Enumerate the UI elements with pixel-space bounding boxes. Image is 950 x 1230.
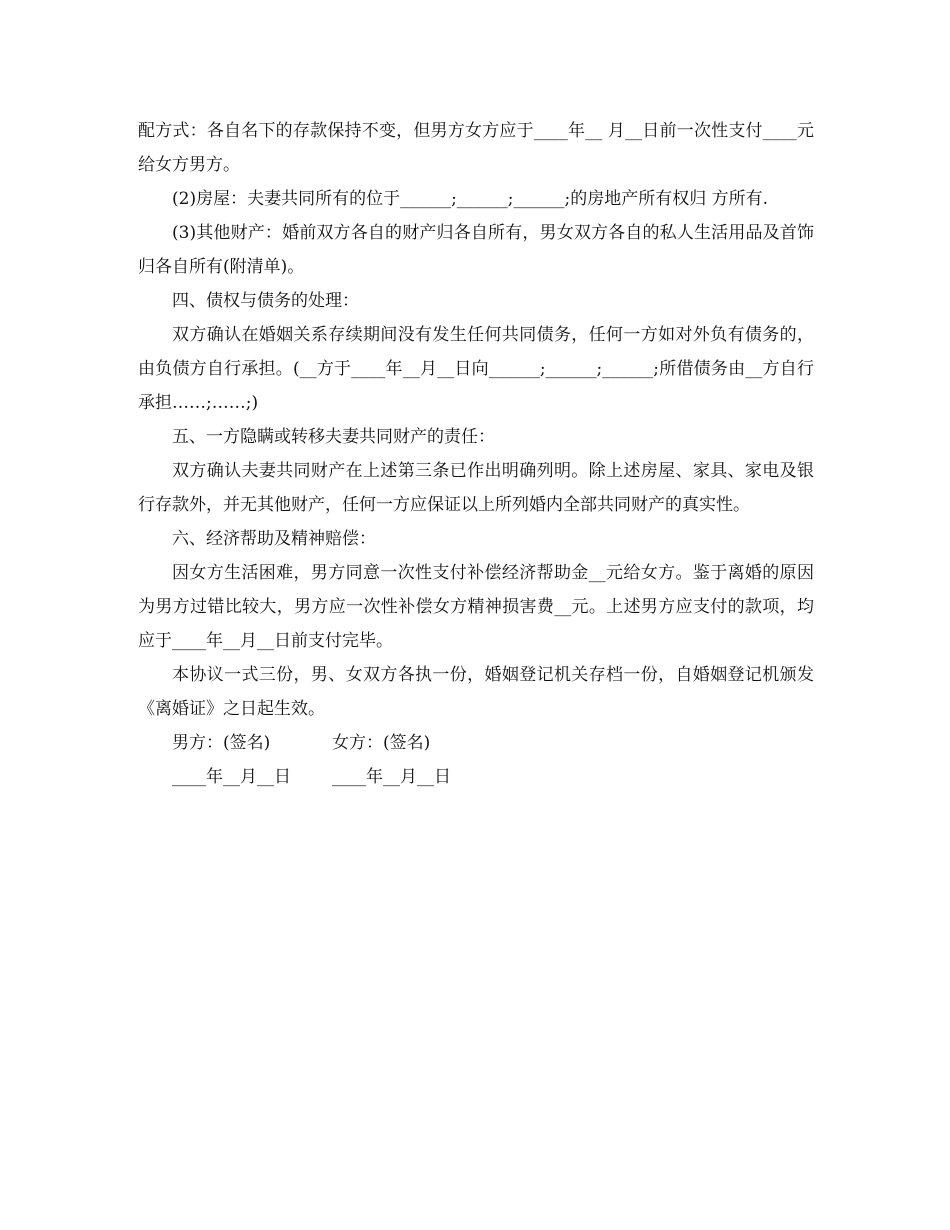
male-signature-date: ____年__月__日	[172, 767, 291, 787]
section-heading-concealment: 五、一方隐瞒或转移夫妻共同财产的责任：	[172, 427, 495, 447]
paragraph-debts: 双方确认在婚姻关系存续期间没有发生任何共同债务，任何一方如对外负有债务的，由负债方自行承担。(__方于____年__月__日向______;______;______;所借债务由__方自行承担……;……;)	[138, 325, 814, 413]
female-signature-date: ____年__月__日	[332, 767, 451, 787]
signature-row	[138, 726, 814, 760]
paragraph-compensation: 因女方生活困难，男方同意一次性支付补偿经济帮助金__元给女方。鉴于离婚的原因为男方过错比较大，男方应一次性补偿女方精神损害费__元。上述男方应支付的款项，均应于____年__月__日前支付完毕。	[138, 563, 814, 651]
paragraph-house: (2)房屋：夫妻共同所有的位于______;______;______;的房地产所有权归 方所有.	[172, 189, 769, 209]
section-heading-debts: 四、债权与债务的处理：	[172, 291, 359, 311]
female-signature-label: 女方：(签名)	[332, 733, 431, 753]
paragraph-other-property: (3)其他财产：婚前双方各自的财产归各自所有，男女双方各自的私人生活用品及首饰归各自所有(附清单)。	[138, 223, 814, 277]
signature-date-row	[138, 760, 814, 794]
paragraph-deposit-payment: 配方式：各自名下的存款保持不变，但男方女方应于____年__ 月__日前一次性支付____元给女方男方。	[138, 121, 814, 175]
paragraph-concealment: 双方确认夫妻共同财产在上述第三条已作出明确列明。除上述房屋、家具、家电及银行存款外，并无其他财产，任何一方应保证以上所列婚内全部共同财产的真实性。	[138, 461, 814, 515]
document-body	[138, 114, 814, 794]
paragraph-copies-effective: 本协议一式三份，男、女双方各执一份，婚姻登记机关存档一份，自婚姻登记机颁发《离婚证》之日起生效。	[138, 665, 814, 719]
section-heading-compensation: 六、经济帮助及精神赔偿：	[172, 529, 376, 549]
male-signature-label: 男方：(签名)	[172, 733, 271, 753]
